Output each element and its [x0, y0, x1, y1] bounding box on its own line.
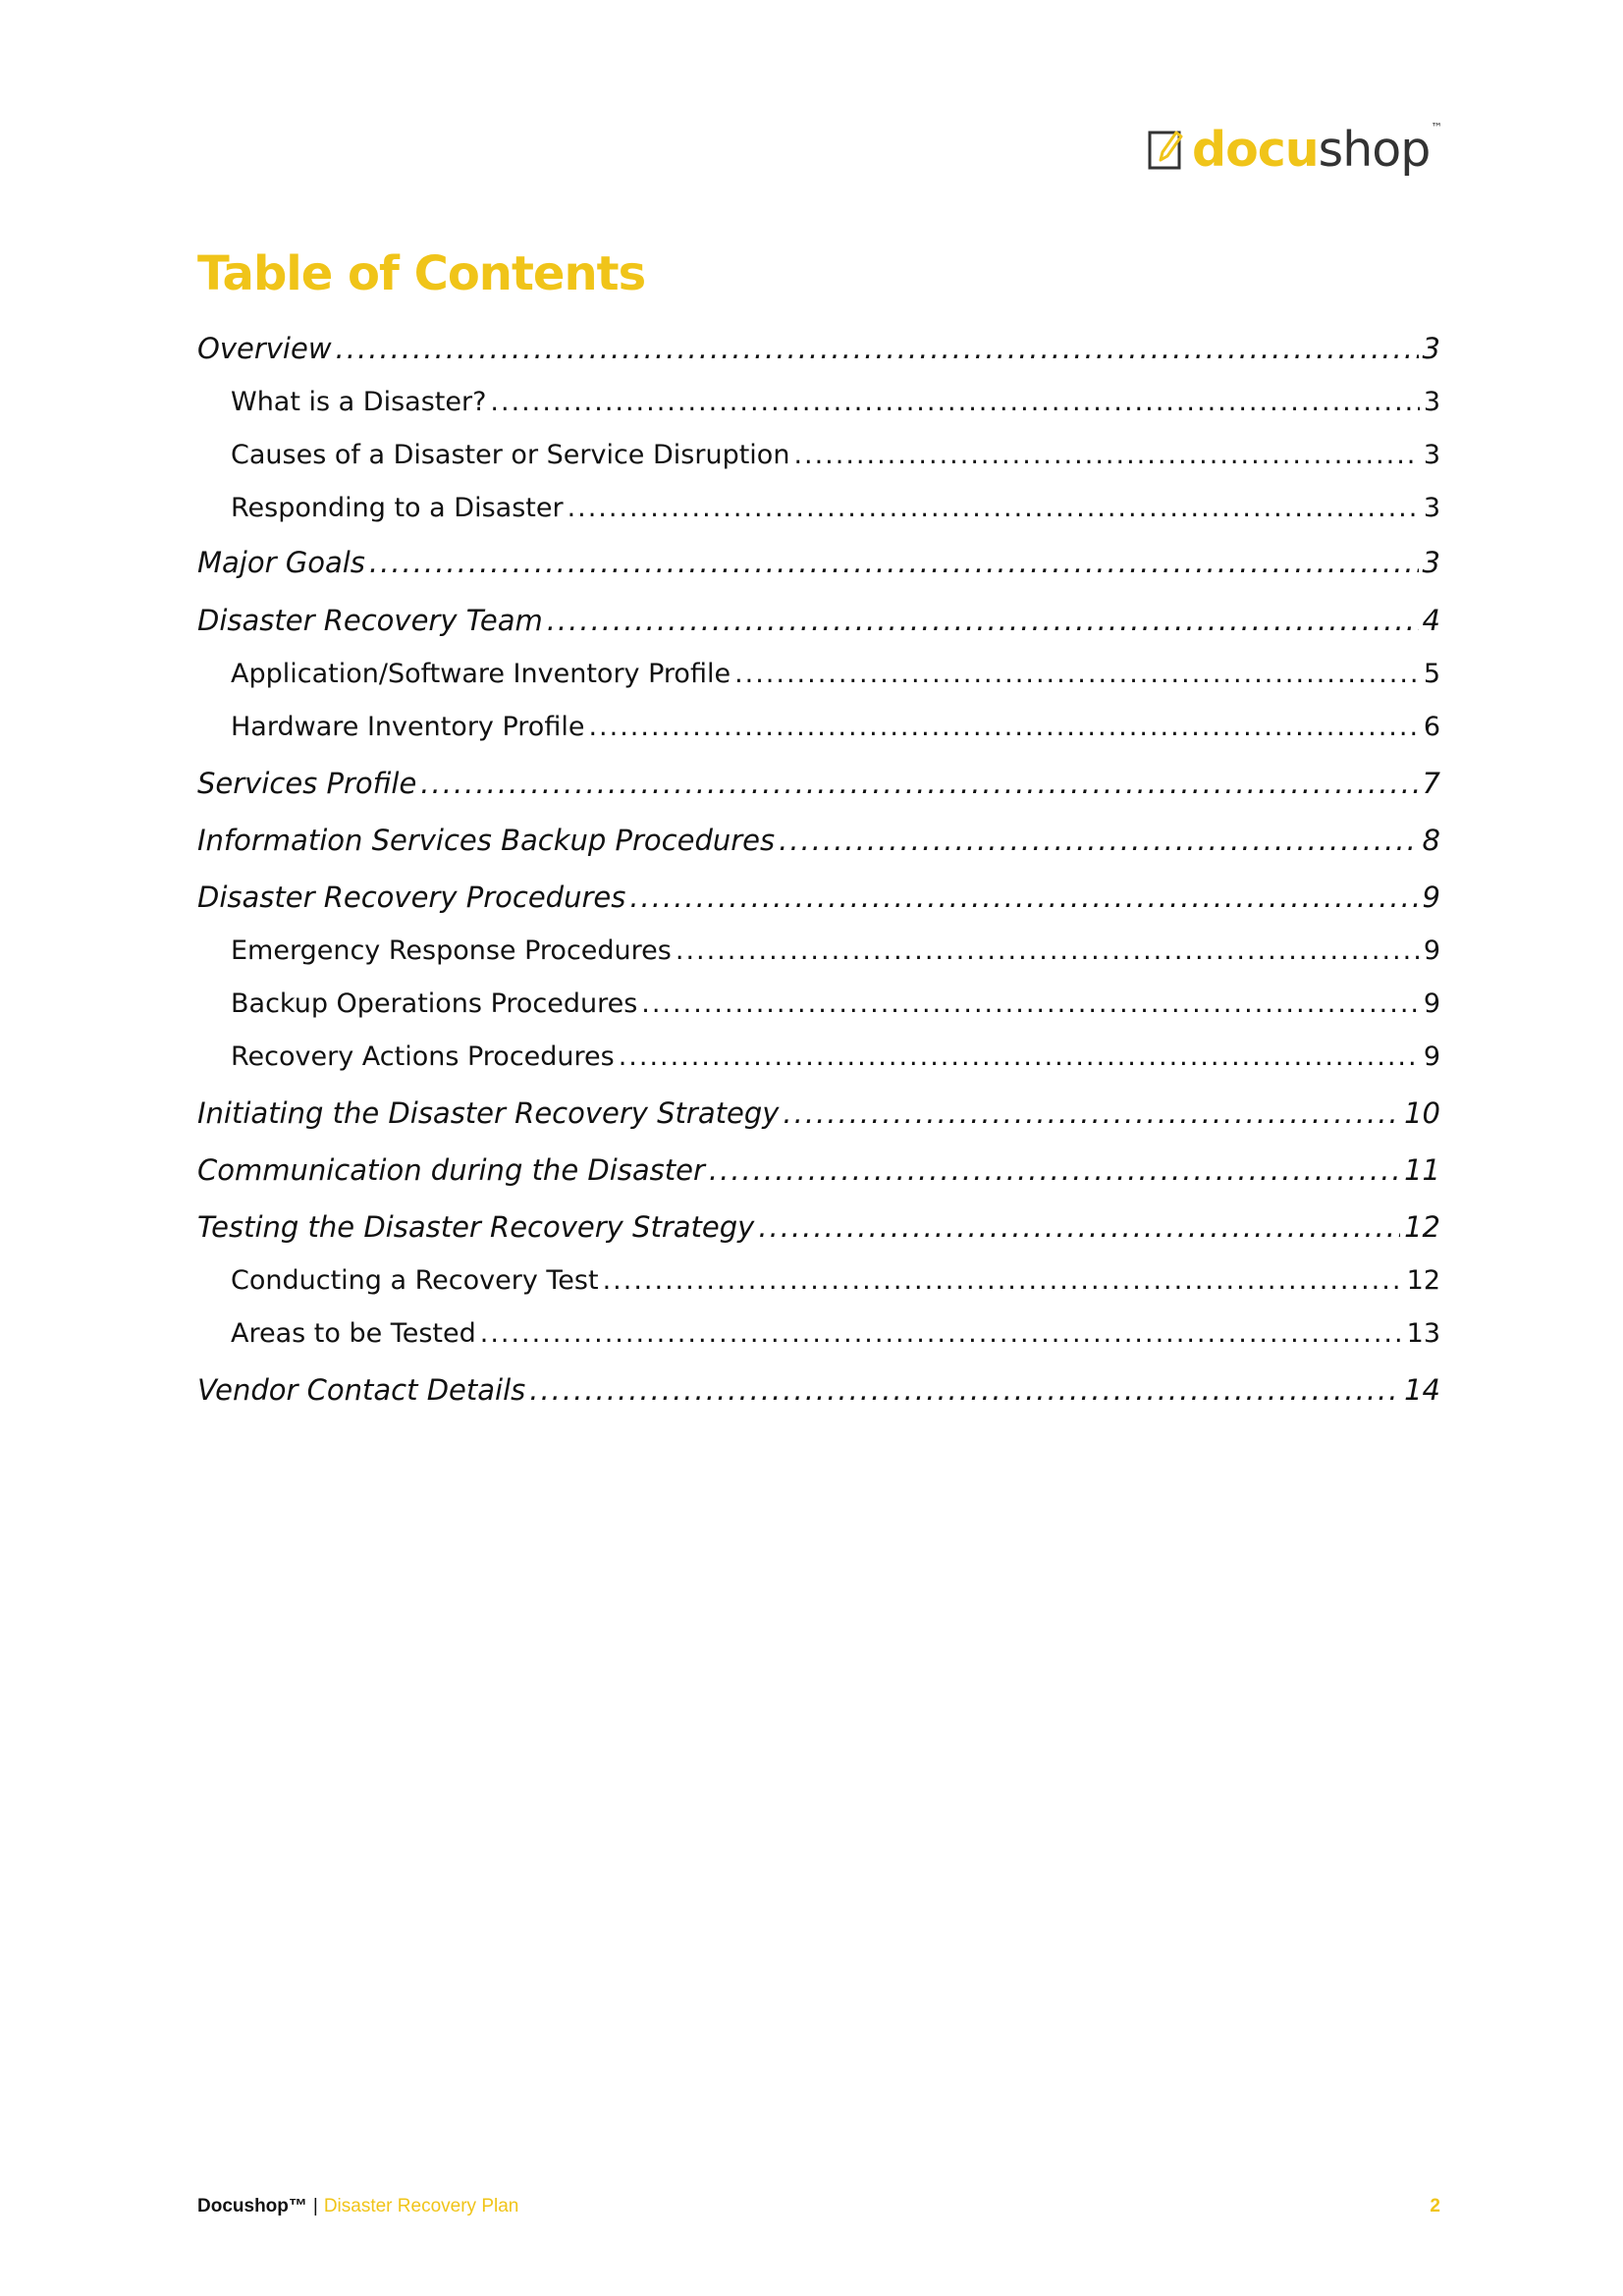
toc-entry-title: Major Goals	[197, 546, 365, 579]
toc-dot-leader	[603, 1265, 1403, 1296]
toc-entry-page: 11	[1404, 1153, 1440, 1187]
toc-dot-leader	[480, 1318, 1403, 1349]
toc-entry-title: Hardware Inventory Profile	[231, 712, 585, 742]
toc-entry-page: 12	[1406, 1265, 1440, 1296]
toc-entry-page: 5	[1423, 659, 1440, 689]
toc-entry[interactable]	[197, 1318, 1440, 1349]
toc-entry-title: Initiating the Disaster Recovery Strategy	[197, 1096, 780, 1130]
toc-entry[interactable]	[197, 493, 1440, 523]
toc-entry[interactable]	[197, 988, 1440, 1019]
toc-dot-leader	[758, 1210, 1400, 1244]
toc-entry-page: 9	[1423, 1041, 1440, 1072]
footer-page-number: 2	[1430, 2196, 1440, 2216]
toc-entry-page: 9	[1422, 881, 1440, 914]
toc-entry-title: Application/Software Inventory Profile	[231, 659, 731, 689]
toc-entry-title: Causes of a Disaster or Service Disruption	[231, 440, 790, 470]
toc-entry[interactable]	[197, 659, 1440, 689]
toc-entry-title: Disaster Recovery Team	[197, 604, 543, 637]
logo-wordmark: docushop™	[1192, 120, 1442, 178]
toc-entry[interactable]	[197, 767, 1440, 800]
pencil-document-icon	[1147, 127, 1186, 172]
toc-entry-title: Vendor Contact Details	[197, 1373, 526, 1407]
toc-entry[interactable]	[197, 1265, 1440, 1296]
toc-dot-leader	[709, 1153, 1400, 1187]
toc-dot-leader	[588, 712, 1419, 742]
toc-dot-leader	[336, 332, 1419, 365]
toc-entry[interactable]	[197, 387, 1440, 417]
toc-entry-title: Emergency Response Procedures	[231, 935, 672, 966]
toc-dot-leader	[369, 546, 1419, 579]
toc-entry[interactable]	[197, 1153, 1440, 1187]
toc-entry-page: 9	[1423, 988, 1440, 1019]
page-footer	[197, 2196, 1440, 2217]
toc-dot-leader	[793, 440, 1419, 470]
docushop-logo	[1147, 120, 1441, 179]
toc-dot-leader	[529, 1373, 1400, 1407]
toc-entry-page: 12	[1404, 1210, 1440, 1244]
toc-entry[interactable]	[197, 1041, 1440, 1072]
footer-separator: |	[312, 2196, 318, 2216]
toc-entry-page: 13	[1406, 1318, 1440, 1349]
toc-entry-title: Information Services Backup Procedures	[197, 824, 776, 857]
toc-entry[interactable]	[197, 935, 1440, 966]
toc-dot-leader	[779, 824, 1418, 857]
toc-entry-title: Conducting a Recovery Test	[231, 1265, 599, 1296]
toc-entry-page: 3	[1423, 440, 1440, 470]
toc-dot-leader	[490, 387, 1419, 417]
toc-dot-leader	[676, 935, 1420, 966]
toc-entry[interactable]	[197, 440, 1440, 470]
footer-brand: Docushop™	[197, 2196, 307, 2216]
toc-entry[interactable]	[197, 604, 1440, 637]
toc-entry[interactable]	[197, 881, 1440, 914]
toc-entry-title: Overview	[197, 332, 332, 365]
toc-entry-page: 10	[1404, 1096, 1440, 1130]
toc-entry-title: Communication during the Disaster	[197, 1153, 705, 1187]
toc-dot-leader	[734, 659, 1420, 689]
toc-dot-leader	[547, 604, 1419, 637]
toc-entry-page: 8	[1422, 824, 1440, 857]
toc-dot-leader	[568, 493, 1420, 523]
toc-entry-title: Services Profile	[197, 767, 417, 800]
toc-entry-page: 7	[1422, 767, 1440, 800]
toc-entry[interactable]	[197, 1210, 1440, 1244]
toc-dot-leader	[641, 988, 1420, 1019]
toc-dot-leader	[783, 1096, 1400, 1130]
toc-entry-page: 3	[1422, 546, 1440, 579]
toc-entry-title: Responding to a Disaster	[231, 493, 564, 523]
footer-left	[197, 2196, 518, 2217]
toc-entry-title: Testing the Disaster Recovery Strategy	[197, 1210, 755, 1244]
toc-entry-title: Recovery Actions Procedures	[231, 1041, 615, 1072]
toc-entry[interactable]	[197, 1096, 1440, 1130]
toc-dot-leader	[420, 767, 1418, 800]
toc-entry[interactable]	[197, 332, 1440, 365]
toc-entry-title: Disaster Recovery Procedures	[197, 881, 626, 914]
toc-entry-title: What is a Disaster?	[231, 387, 487, 417]
toc-entry-page: 6	[1423, 712, 1440, 742]
toc-dot-leader	[629, 881, 1418, 914]
toc-entry[interactable]	[197, 824, 1440, 857]
toc-entry-page: 3	[1422, 332, 1440, 365]
footer-document-name: Disaster Recovery Plan	[323, 2196, 519, 2216]
toc-dot-leader	[619, 1041, 1420, 1072]
toc-entry-page: 3	[1423, 493, 1440, 523]
toc-entry[interactable]	[197, 1373, 1440, 1407]
page-title: Table of Contents	[197, 246, 646, 301]
toc-entry-page: 14	[1404, 1373, 1440, 1407]
toc-entry-page: 4	[1422, 604, 1440, 637]
toc-entry-page: 3	[1423, 387, 1440, 417]
toc-entry[interactable]	[197, 546, 1440, 579]
toc-entry-page: 9	[1423, 935, 1440, 966]
toc-entry-title: Areas to be Tested	[231, 1318, 476, 1349]
toc-entry-title: Backup Operations Procedures	[231, 988, 638, 1019]
toc-entry[interactable]	[197, 712, 1440, 742]
